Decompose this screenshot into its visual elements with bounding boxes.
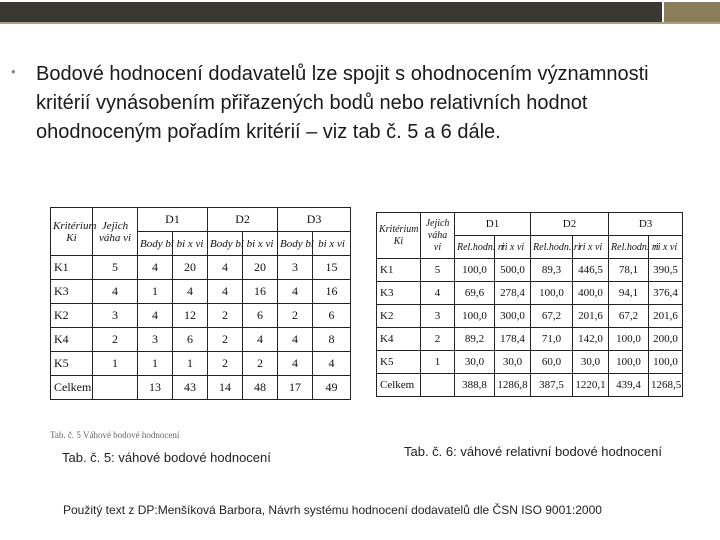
table-cell: 30,0: [573, 351, 609, 374]
table-cell: 4: [138, 256, 173, 280]
t5-subheader: Body bi: [138, 232, 173, 256]
table-cell: 4: [278, 352, 313, 376]
table-cell: 16: [243, 280, 278, 304]
table-cell: 376,4: [649, 282, 683, 305]
table-cell: 1: [173, 352, 208, 376]
table-cell: 3: [138, 328, 173, 352]
table-cell: 4: [243, 328, 278, 352]
table-cell: 1220,1: [573, 374, 609, 397]
table-cell: 60,0: [531, 351, 573, 374]
table-total-row: [51, 376, 351, 400]
t6-subheader: ri x vi: [649, 236, 683, 259]
t5-header-criterion: Kritérium Ki: [51, 208, 93, 256]
table-cell: 94,1: [609, 282, 649, 305]
table-cell: 4: [208, 280, 243, 304]
table-row: [51, 328, 351, 352]
table-cell: 388,8: [455, 374, 495, 397]
t5-subheader: Body bi: [278, 232, 313, 256]
table-cell: 20: [173, 256, 208, 280]
table-6-weighted-relative-points: [376, 212, 683, 397]
table-cell: 2: [278, 304, 313, 328]
t5-subheader: Body bi: [208, 232, 243, 256]
t6-header-d3: D3: [609, 213, 683, 236]
table-cell: 100,0: [649, 351, 683, 374]
table-cell: 1: [93, 352, 138, 376]
table-cell: 2: [421, 328, 455, 351]
top-bar-rule: [0, 22, 720, 24]
table-cell: 200,0: [649, 328, 683, 351]
table-cell: 89,2: [455, 328, 495, 351]
table-cell: K1: [377, 259, 421, 282]
table-row: [377, 305, 683, 328]
table-cell: 4: [278, 328, 313, 352]
table-cell: [93, 376, 138, 400]
table-cell: 20: [243, 256, 278, 280]
table-cell: 100,0: [609, 328, 649, 351]
table-row: [51, 256, 351, 280]
table-cell: 446,5: [573, 259, 609, 282]
table-cell: 12: [173, 304, 208, 328]
table-cell: 300,0: [495, 305, 531, 328]
t6-subheader: ri x vi: [573, 236, 609, 259]
table-5-cropped-caption: Tab. č. 5 Váhové bodové hodnocení: [50, 430, 180, 440]
table-row: [377, 259, 683, 282]
source-note: Použitý text z DP:Menšíková Barbora, Návrh systému hodnocení dodavatelů dle ČSN ISO 9001:2000: [63, 503, 602, 517]
table-cell: 71,0: [531, 328, 573, 351]
table-cell: 67,2: [609, 305, 649, 328]
bullet-icon: •: [11, 64, 16, 79]
table-cell: 500,0: [495, 259, 531, 282]
table-cell: 278,4: [495, 282, 531, 305]
table-total-row: [377, 374, 683, 397]
table-cell: K3: [51, 280, 93, 304]
table-5-caption: Tab. č. 5: váhové bodové hodnocení: [62, 450, 271, 465]
table-cell: 15: [313, 256, 351, 280]
t6-header-d2: D2: [531, 213, 609, 236]
top-bar-dark-band: [0, 2, 662, 22]
table-cell: 201,6: [573, 305, 609, 328]
table-cell: 100,0: [455, 305, 495, 328]
t5-header-d2: D2: [208, 208, 278, 232]
t5-header-weight: Jejich váha vi: [93, 208, 138, 256]
table-cell: 2: [243, 352, 278, 376]
table-cell: K3: [377, 282, 421, 305]
table-cell: [421, 374, 455, 397]
table-cell: K5: [377, 351, 421, 374]
table-cell: 2: [208, 328, 243, 352]
table-row: [377, 282, 683, 305]
table-cell: 4: [138, 304, 173, 328]
table-cell: 4: [173, 280, 208, 304]
t6-subheader: Rel.hodn. ri: [455, 236, 495, 259]
table-cell: 89,3: [531, 259, 573, 282]
t5-header-d3: D3: [278, 208, 351, 232]
table-cell: K2: [51, 304, 93, 328]
table-cell: 201,6: [649, 305, 683, 328]
table-cell: 100,0: [455, 259, 495, 282]
table-cell: 67,2: [531, 305, 573, 328]
table-cell: 43: [173, 376, 208, 400]
table-cell: Celkem: [51, 376, 93, 400]
table-cell: 16: [313, 280, 351, 304]
t6-subheader: ri x vi: [495, 236, 531, 259]
main-paragraph: Bodové hodnocení dodavatelů lze spojit s ohodnocením významnosti kritérií vynásobením přiřazených bodů nebo relativních hodnot ohodnoceným pořadím kritérií – viz tab č. 5 a 6 dále.: [36, 63, 649, 143]
table-cell: 5: [93, 256, 138, 280]
table-cell: K5: [51, 352, 93, 376]
table-cell: 387,5: [531, 374, 573, 397]
table-cell: 78,1: [609, 259, 649, 282]
t6-header-criterion: Kritérium Ki: [377, 213, 421, 259]
table-cell: 2: [208, 304, 243, 328]
table-cell: 2: [93, 328, 138, 352]
table-cell: 100,0: [531, 282, 573, 305]
table-cell: 400,0: [573, 282, 609, 305]
t6-header-weight: Jejich váha vi: [421, 213, 455, 259]
table-cell: 100,0: [609, 351, 649, 374]
table-cell: 69,6: [455, 282, 495, 305]
table-cell: 178,4: [495, 328, 531, 351]
table-cell: 30,0: [455, 351, 495, 374]
table-cell: 30,0: [495, 351, 531, 374]
table-cell: 6: [173, 328, 208, 352]
table-cell: K4: [51, 328, 93, 352]
t5-subheader: bi x vi: [243, 232, 278, 256]
table-cell: 3: [93, 304, 138, 328]
t5-header-d1: D1: [138, 208, 208, 232]
table-cell: Celkem: [377, 374, 421, 397]
table-cell: 14: [208, 376, 243, 400]
table-cell: 439,4: [609, 374, 649, 397]
t5-subheader: bi x vi: [173, 232, 208, 256]
table-cell: 3: [278, 256, 313, 280]
table-cell: K2: [377, 305, 421, 328]
table-cell: 1286,8: [495, 374, 531, 397]
table-row: [51, 304, 351, 328]
table-cell: 6: [313, 304, 351, 328]
slide-top-bar: [0, 0, 720, 22]
table-cell: 49: [313, 376, 351, 400]
table-cell: 390,5: [649, 259, 683, 282]
table-cell: 2: [208, 352, 243, 376]
table-cell: 4: [278, 280, 313, 304]
table-cell: 1268,5: [649, 374, 683, 397]
table-cell: 6: [243, 304, 278, 328]
table-cell: K4: [377, 328, 421, 351]
table-cell: 1: [138, 352, 173, 376]
table-row: [51, 352, 351, 376]
table-cell: 3: [421, 305, 455, 328]
table-row: [377, 351, 683, 374]
table-row: [51, 280, 351, 304]
table-cell: 5: [421, 259, 455, 282]
t6-subheader: Rel.hodn. ri: [609, 236, 649, 259]
table-cell: 48: [243, 376, 278, 400]
t6-header-d1: D1: [455, 213, 531, 236]
table-cell: 4: [421, 282, 455, 305]
table-cell: 17: [278, 376, 313, 400]
t5-subheader: bi x vi: [313, 232, 351, 256]
table-cell: 4: [313, 352, 351, 376]
table-cell: 1: [138, 280, 173, 304]
table-cell: 8: [313, 328, 351, 352]
table-cell: 13: [138, 376, 173, 400]
table-cell: 142,0: [573, 328, 609, 351]
table-cell: 4: [208, 256, 243, 280]
table-cell: 4: [93, 280, 138, 304]
t6-subheader: Rel.hodn. ri: [531, 236, 573, 259]
table-cell: K1: [51, 256, 93, 280]
table-5-weighted-points: [50, 207, 351, 400]
table-row: [377, 328, 683, 351]
top-bar-accent-block: [664, 2, 720, 22]
table-6-caption: Tab. č. 6: váhové relativní bodové hodnocení: [404, 444, 663, 459]
table-cell: 1: [421, 351, 455, 374]
